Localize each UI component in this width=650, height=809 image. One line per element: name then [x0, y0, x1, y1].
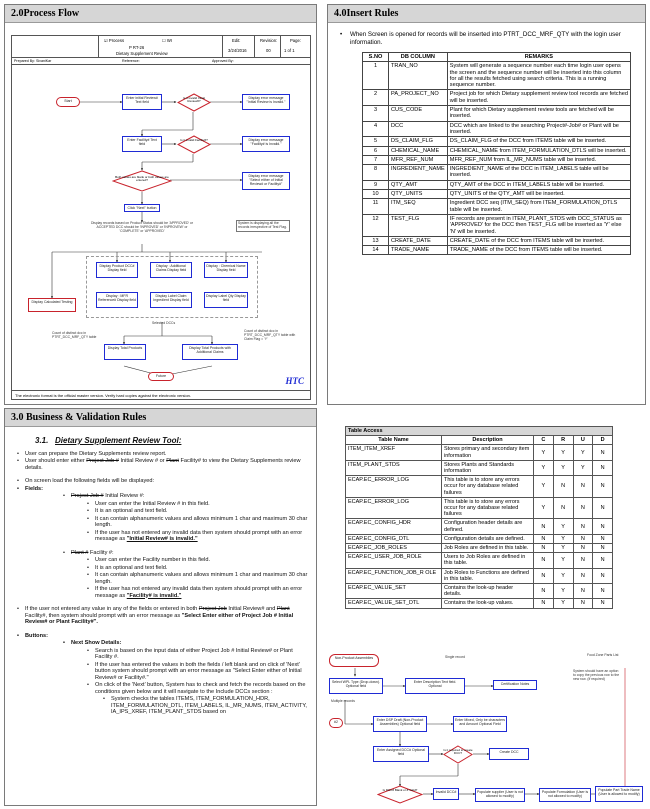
field-rule: • User can enter the Facility number in this field.	[83, 557, 308, 564]
revision-label: Revision:	[260, 38, 278, 43]
populate-supplier-node: Populate supplier (User is not allowed to modify)	[475, 788, 525, 802]
field-rule: • It is an optional and text field.	[83, 508, 308, 515]
display-group-frame	[86, 256, 258, 318]
insert-rules-table	[362, 52, 631, 255]
table-cell-col: PA_PROJECT_NO	[389, 90, 448, 106]
form-title: Dietary Supplement Review	[116, 51, 168, 56]
multiple-records-label: Multiple records	[331, 699, 355, 703]
count-left-note: Count of distinct dcc in PTRT_DCC_MRF_QTY table	[52, 331, 97, 339]
enter-facility-node: Enter Facility# Text field	[122, 136, 162, 152]
enter-dsp-node: Enter DSP Draft (Non-Product Assemblies) Optional field	[373, 716, 427, 732]
table-cell-c: Y	[534, 497, 554, 519]
table-cell-c: N	[534, 599, 554, 608]
table-cell-name: ECAP.EC_ERROR_LOG	[346, 476, 442, 498]
table-cell-desc: Configuration header details are defined.	[442, 519, 534, 534]
table-cell-col: CREATE_DATE	[389, 236, 448, 245]
table-cell-c: N	[534, 584, 554, 599]
display-chemical-node: Display : Chemical Name Display field	[204, 262, 248, 278]
table-cell-col: DCC	[389, 121, 448, 137]
certification-notes-node: Certification Notes	[493, 680, 537, 690]
table-cell-u: Y	[573, 445, 593, 460]
table-cell-col: TEST_FLG	[389, 214, 448, 236]
display-label-claim-node: Display Label Claim Ingredient Display field	[150, 292, 192, 308]
enter-description-node: Enter Description Text field. Optional	[405, 678, 465, 694]
table-cell-name: ECAP.EC_CONFIG_HDR	[346, 519, 442, 534]
reference: Reference:	[122, 59, 140, 63]
table-row	[346, 584, 613, 599]
rule-bullet: • On screen load the following fields will be displayed:	[13, 478, 308, 485]
table-cell-no: 4	[363, 121, 389, 137]
table-row	[363, 155, 631, 164]
create-dcc-node: Create DCC	[489, 748, 529, 760]
table-row	[346, 445, 613, 460]
display-total-claims-node: Display Total Products with Additional Claims	[182, 344, 238, 360]
table-row	[346, 599, 613, 608]
table-cell-u: N	[573, 544, 593, 553]
table-cell-desc: Job Roles are defined in this table.	[442, 544, 534, 553]
field-rule: • It is an optional and text field.	[83, 565, 308, 572]
table-cell-desc: Stores primary and secondary item information	[442, 445, 534, 460]
table-row	[363, 180, 631, 189]
table-cell-u: N	[573, 519, 593, 534]
table-cell-remarks: TRADE_NAME of the DCC from ITEMS table will be inserted.	[447, 246, 630, 255]
table-cell-r: N	[553, 476, 573, 498]
table-cell-remarks: System will generate a sequence number each time login user opens the screen and the sequence number will be inserted into this column for all the results fetched using search criteria. This is a running sequence number.	[447, 62, 630, 90]
rule-bullet: • User can prepare the Dietary Supplements review report.	[13, 451, 308, 458]
table-cell-desc: Stores Plants and Standards information	[442, 460, 534, 475]
table-cell-remarks: CREATE_DATE of the DCC from ITEMS table will be inserted.	[447, 236, 630, 245]
column-header: R	[553, 436, 573, 445]
enter-mixed-node: Enter Mixed, Only be characters and Amount Optional Field	[453, 716, 507, 732]
table-cell-c: N	[534, 534, 554, 543]
table-cell-c: Y	[534, 476, 554, 498]
table-cell-col: QTY_AMT	[389, 180, 448, 189]
table-cell-remarks: DCC which are linked to the searching Project#-Job# or Plant will be inserted.	[447, 121, 630, 137]
table-cell-remarks: Project job for which Dietary supplement review tool records are fetched will be inserted.	[447, 90, 630, 106]
table-header-row	[363, 53, 631, 62]
mini-flow-panel	[325, 650, 646, 806]
table-cell-c: N	[534, 568, 554, 583]
edit-value: 3/24/2016	[228, 48, 247, 53]
table-cell-c: Y	[534, 460, 554, 475]
table-cell-r: Y	[553, 534, 573, 543]
table-cell-no: 6	[363, 146, 389, 155]
rule-bullet: • If the user not entered any value in any of the fields or entered in both Project Job Initial Review# and Plant Facility#, then system should prompt with an error message as "Select Enter either of Project Job # Initial Review# or Plant Facility#".	[13, 606, 308, 626]
table-cell-no: 8	[363, 165, 389, 181]
table-cell-name: ECAP.EC_CONFIG_DTL	[346, 534, 442, 543]
table-cell-r: Y	[553, 460, 573, 475]
field-rule: • It can contain alphanumeric values and allows minimum 1 char and maximum 30 char length.	[83, 516, 308, 529]
prepared-by: Prepared By: SivaniKar	[14, 59, 52, 63]
approved-by: Approved By:	[212, 59, 234, 63]
table-cell-no: 14	[363, 246, 389, 255]
display-invalid-review-node: Display error message "Initial Review is Invalid."	[242, 94, 290, 110]
table-cell-no: 12	[363, 214, 389, 236]
table-row	[363, 90, 631, 106]
table-cell-remarks: MFR_REF_NUM from IL_MR_NUMS table will be inserted.	[447, 155, 630, 164]
button-rule: • On click of the 'Next' button, System has to check and fetch the records based on the conditions given below and it will navigate to the Include DCCs section :	[83, 682, 308, 695]
page-label: Page:	[290, 38, 301, 43]
display-records-note: Display records based on Product Status should be 'APPROVED' or ACCEPTED DCC should be 'INPROVED' or 'INPROVEW' or 'COMPLETE' or 'APPROVED'	[90, 221, 194, 233]
table-cell-col: QTY_UNITS	[389, 190, 448, 199]
table-cell-r: Y	[553, 544, 573, 553]
form-code: P RT-26	[129, 45, 145, 50]
table-cell-col: ITM_SEQ	[389, 199, 448, 215]
table-cell-no: 5	[363, 137, 389, 146]
display-claims-node: Display : Additional Claims Display field	[150, 262, 192, 278]
single-record-label: Single record	[445, 655, 465, 659]
table-cell-no: 7	[363, 155, 389, 164]
insert-rules-intro: • When Screen is opened for records will be inserted into PTRT_DCC_MRF_QTY with the login user information.	[328, 23, 645, 52]
table-row	[363, 165, 631, 181]
table-cell-col: MFR_REF_NUM	[389, 155, 448, 164]
subsection-title: 3.1. Dietary Supplement Review Tool:	[35, 436, 182, 445]
table-cell-d: N	[593, 460, 613, 475]
table-cell-r: Y	[553, 445, 573, 460]
field-facility: • Plant # Facility #:	[59, 550, 308, 557]
is-dcc-blank-decision: Is DCC# Blank or # Valid?	[377, 785, 423, 804]
table-cell-c: N	[534, 553, 554, 568]
display-invalid-facility-node: Display error message "Facility# is Invalid."	[242, 136, 290, 152]
table-cell-d: N	[593, 497, 613, 519]
populate-formulation-node: Populate Formulation (User is not allowed to modify)	[539, 788, 591, 802]
form-footer: The electronic format is the official master version. Verify hard copies against the electronic version.	[12, 390, 310, 399]
table-cell-u: N	[573, 553, 593, 568]
display-mfr-node: Display : MFR Reference# Display field	[96, 292, 138, 308]
table-cell-no: 13	[363, 236, 389, 245]
revision-value: 00	[266, 48, 271, 53]
table-cell-remarks: CHEMICAL_NAME from ITEM_FORMULATION_DTLS will be inserted.	[447, 146, 630, 155]
table-row	[363, 137, 631, 146]
section-title: 3.0 Business & Validation Rules	[5, 409, 316, 427]
table-cell-u: N	[573, 568, 593, 583]
table-cell-desc: Contains the look-up header details.	[442, 584, 534, 599]
process-flow-form	[11, 35, 311, 400]
table-row	[346, 544, 613, 553]
table-cell-no: 3	[363, 106, 389, 122]
step-2-node: #2	[329, 718, 343, 728]
click-next-node: Click "Next" button	[124, 204, 160, 212]
display-total-node: Display Total Products	[104, 344, 146, 360]
count-right-note: Count of distinct dcc in PTRT_DCC_MRF_QTY table with Claim Flag = 'Y'	[244, 329, 296, 341]
table-row	[346, 497, 613, 519]
field-initial-review: • Project Job # Initial Review #:	[59, 493, 308, 500]
section-title: 2.0Process Flow	[5, 5, 316, 23]
table-row	[346, 476, 613, 498]
table-cell-no: 1	[363, 62, 389, 90]
table-row	[363, 199, 631, 215]
table-row	[363, 214, 631, 236]
table-cell-desc: Users to Job Roles are defined in this table.	[442, 553, 534, 568]
future-node: Future	[148, 372, 174, 381]
table-row	[346, 460, 613, 475]
table-row	[346, 519, 613, 534]
page-value: 1 of 1	[284, 48, 295, 53]
table-cell-u: N	[573, 599, 593, 608]
table-cell-name: ITEM_PLANT_STDS	[346, 460, 442, 475]
column-header: DB COLUMN	[389, 53, 448, 62]
table-cell-r: Y	[553, 568, 573, 583]
table-cell-name: ECAP.EC_USER_JOB_ROLE	[346, 553, 442, 568]
display-select-one-node: Display error message "Select either of Initial Review# or Facility#"	[242, 172, 290, 190]
enter-review-node: Enter initial Review# Text field	[122, 94, 162, 110]
start-node: Start	[56, 97, 80, 107]
table-header-row	[346, 436, 613, 445]
table-cell-no: 11	[363, 199, 389, 215]
edit-label: Edit:	[232, 38, 241, 43]
button-rule-highlighted: • System checks the tables ITEMS, ITEM_FORMULATION_HDR, ITEM_FORMULATION_DTL, ITEM_LABELS, IL_MR_NUMS, ITEM_ACTIVITY, IA_IPS_XREF, ITEM_PLANT_STDS based on	[99, 696, 308, 716]
table-cell-col: TRADE_NAME	[389, 246, 448, 255]
table-cell-d: N	[593, 476, 613, 498]
enter-assigned-node: Enter Assigned DCC# Optional field	[373, 746, 429, 762]
table-cell-u: N	[573, 497, 593, 519]
business-rules-panel	[4, 408, 317, 806]
table-cell-d: N	[593, 445, 613, 460]
table-cell-remarks: IF records are present in ITEM_PLANT_STDS with DCC_STATUS as 'APPROVED' for the DCC then TEST_FLG will be inserted as 'Y' else 'N' will be inserted.	[447, 214, 630, 236]
table-cell-c: N	[534, 519, 554, 534]
table-cell-no: 2	[363, 90, 389, 106]
food-zone-label: Food Zone Parts List	[587, 653, 619, 657]
table-cell-desc: Contains the look-up values.	[442, 599, 534, 608]
table-cell-desc: This table is to store any errors occur for any database related failures	[442, 497, 534, 519]
table-cell-name: ECAP.EC_ERROR_LOG	[346, 497, 442, 519]
wi-checkbox: ☐ WI	[162, 38, 173, 43]
table-cell-u: N	[573, 476, 593, 498]
field-rule: • User can enter the Initial Review # in this field.	[83, 501, 308, 508]
field-rule: • If the user has not entered any invalid data then system should prompt with an error message as "Facility# is invalid."	[83, 586, 308, 599]
is-invalid-facility-decision: Is it invalid Facility#?	[177, 135, 211, 154]
table-cell-u: N	[573, 584, 593, 599]
table-cell-u: Y	[573, 460, 593, 475]
process-flow-panel	[4, 4, 317, 405]
column-header: U	[573, 436, 593, 445]
table-row	[363, 246, 631, 255]
table-cell-d: N	[593, 599, 613, 608]
table-cell-r: N	[553, 497, 573, 519]
is-invalid-review-decision: Is it invalid Initial Review#?	[177, 93, 211, 112]
company-logo: HTC	[285, 376, 304, 386]
fields-label: • Fields:	[13, 486, 308, 493]
table-cell-col: TRAN_NO	[389, 62, 448, 90]
table-cell-name: ECAP.EC_JOB_ROLES	[346, 544, 442, 553]
both-values-decision: Both values are blank or both values are entered?	[112, 170, 172, 192]
table-cell-col: INGREDIENT_NAME	[389, 165, 448, 181]
table-row	[346, 534, 613, 543]
table-row	[346, 568, 613, 583]
table-caption: Table Access	[346, 427, 613, 436]
table-cell-d: N	[593, 544, 613, 553]
section-title: 4.0Insert Rules	[328, 5, 645, 23]
table-cell-c: Y	[534, 445, 554, 460]
table-cell-r: Y	[553, 599, 573, 608]
table-cell-remarks: QTY_AMT of the DCC in ITEM_LABELS table will be inserted.	[447, 180, 630, 189]
table-cell-col: CUS_CODE	[389, 106, 448, 122]
column-header: Table Name	[346, 436, 442, 445]
table-cell-c: N	[534, 544, 554, 553]
table-cell-remarks: INGREDIENT_NAME of the DCC in ITEM_LABELS table will be inserted.	[447, 165, 630, 181]
column-header: D	[593, 436, 613, 445]
column-header: S.NO	[363, 53, 389, 62]
table-cell-d: N	[593, 519, 613, 534]
table-cell-d: N	[593, 534, 613, 543]
display-label-qty-node: Display Label Qty Display field	[204, 292, 248, 308]
table-cell-col: CHEMICAL_NAME	[389, 146, 448, 155]
table-cell-u: N	[573, 534, 593, 543]
table-access-panel	[345, 426, 613, 648]
is-required-decision: Is it required to create DCC?	[443, 745, 473, 764]
next-show-details-label: • Next Show Details:	[59, 640, 308, 647]
table-access-table	[345, 426, 613, 609]
insert-rules-panel	[327, 4, 646, 405]
flow-connectors	[12, 36, 312, 401]
process-checkbox: ☑ Process	[104, 38, 125, 43]
table-cell-r: Y	[553, 584, 573, 599]
table-row	[363, 121, 631, 137]
column-header: C	[534, 436, 554, 445]
table-cell-desc: This table is to store any errors occur for any database related failures	[442, 476, 534, 498]
column-header: REMARKS	[447, 53, 630, 62]
populate-trade-node: Populate Part Trade Name (User is allowed to modify)	[595, 786, 643, 802]
table-cell-d: N	[593, 584, 613, 599]
non-product-node: Non-Product Assemblies	[329, 654, 379, 667]
table-row	[363, 146, 631, 155]
invalid-dcc-node: Invalid DCC#	[433, 788, 459, 800]
display-product-node: Display Product DCC# Display field	[96, 262, 138, 278]
table-cell-remarks: QTY_UNITS of the QTY_AMT will be inserted.	[447, 190, 630, 199]
table-cell-d: N	[593, 553, 613, 568]
system-note: System is displaying all the records irrespective of Test Flag.	[236, 220, 290, 232]
table-cell-col: DS_CLAIM_FLG	[389, 137, 448, 146]
table-cell-desc: Configuration details are defined.	[442, 534, 534, 543]
select-wpl-node: Select WPL Type (Drop-down). Optional field	[329, 678, 383, 694]
button-rule: • If the user has entered the values in both the fields / left blank and on click of 'Next' button system should prompt with an error message as "Select Enter either of Initial Review# or Facility#."	[83, 662, 308, 682]
table-cell-desc: Job Roles to Functions are defined in this table.	[442, 568, 534, 583]
display-calculated-node: Display Calculated Testing	[28, 298, 76, 312]
business-rules-body	[5, 427, 316, 722]
table-cell-name: ECAP.EC_VALUE_SET	[346, 584, 442, 599]
selected-dccs-label: Selected DCCs	[152, 321, 176, 325]
table-row	[363, 236, 631, 245]
table-row	[346, 553, 613, 568]
table-cell-no: 10	[363, 190, 389, 199]
field-rule: • If the user has not entered any invalid data then system should prompt with an error message as "Initial Review# is invalid."	[83, 530, 308, 543]
table-cell-no: 9	[363, 180, 389, 189]
buttons-label: • Buttons:	[13, 633, 308, 640]
system-should-have-note: System should have an option to copy the previous row to the new row. (If required)	[573, 669, 620, 681]
column-header: Description	[442, 436, 534, 445]
table-cell-r: Y	[553, 519, 573, 534]
table-row	[363, 106, 631, 122]
table-cell-name: ECAP.EC_VALUE_SET_DTL	[346, 599, 442, 608]
table-cell-remarks: Plant for which Dietary supplement review tools are fetched will be inserted.	[447, 106, 630, 122]
table-cell-name: ITEM_ITEM_XREF	[346, 445, 442, 460]
table-row	[363, 62, 631, 90]
button-rule: • Search is based on the input data of either Project Job # Initial Review# or Plant Facility #.	[83, 648, 308, 661]
table-cell-r: Y	[553, 553, 573, 568]
field-rule: • It can contain alphanumeric values and allows minimum 1 char and maximum 30 char length.	[83, 572, 308, 585]
rule-bullet: • User should enter either Project Job # Initial Review # or Plant Facility# to view the Dietary Supplements review details.	[13, 458, 308, 471]
table-cell-name: ECAP.EC_FUNCTION_JOB_R OLE	[346, 568, 442, 583]
table-row	[363, 190, 631, 199]
table-cell-d: N	[593, 568, 613, 583]
table-cell-remarks: Ingredient DCC seq (ITM_SEQ) from ITEM_FORMULATION_DTLS table will be inserted.	[447, 199, 630, 215]
table-cell-remarks: DS_CLAIM_FLG of the DCC from ITEMS table will be inserted.	[447, 137, 630, 146]
